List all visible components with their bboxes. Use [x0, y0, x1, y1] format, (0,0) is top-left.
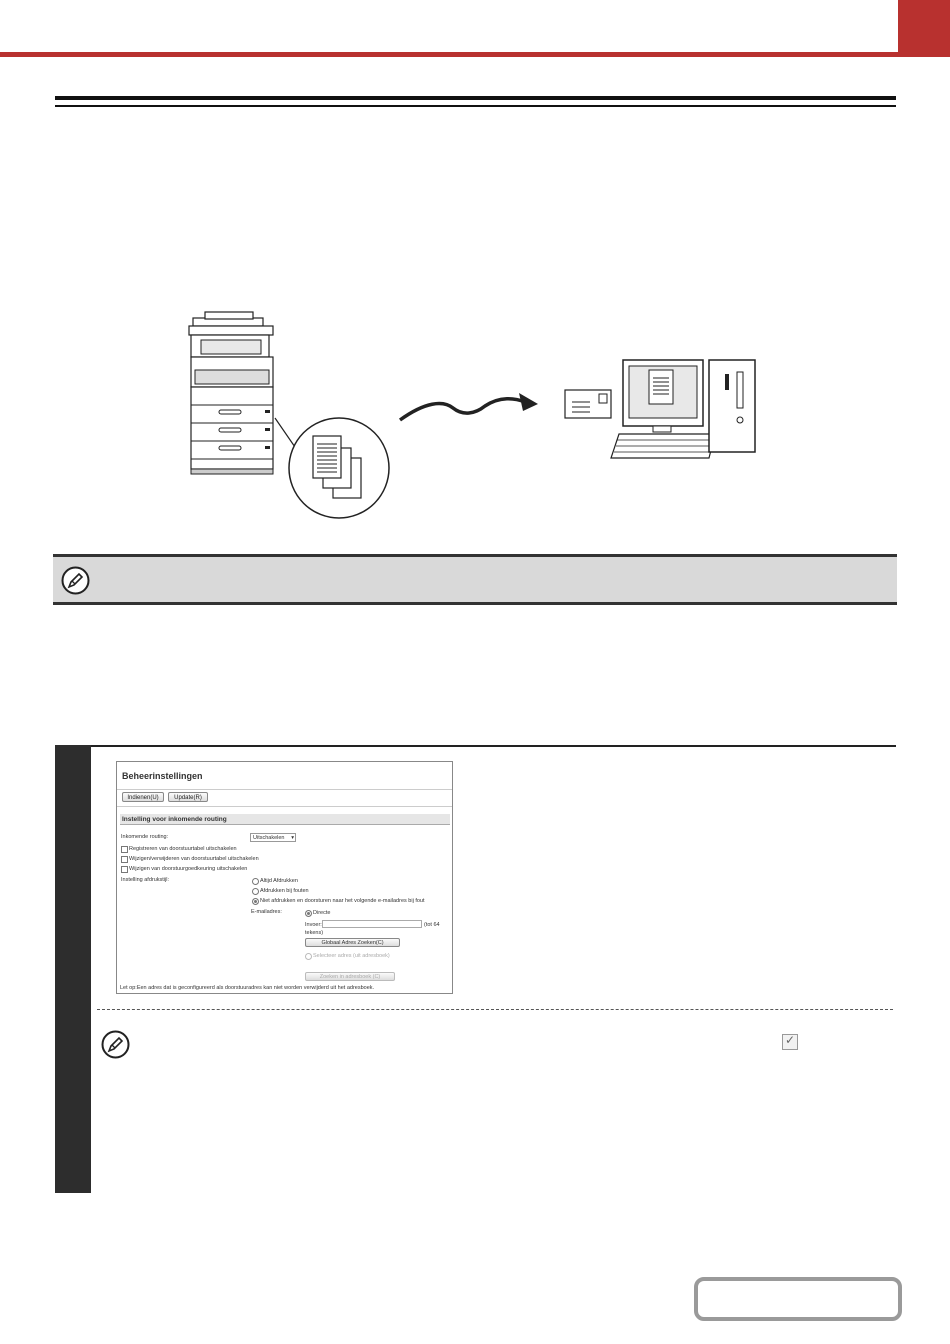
radio-button[interactable] [252, 888, 259, 895]
divider [117, 789, 453, 790]
print-style-label: Instelling afdrukstijl: [121, 877, 169, 883]
checkbox-label: Registreren van doorstuurtabel uitschakelen [129, 846, 237, 852]
step-number-column [55, 745, 91, 1193]
title-rule-thin [55, 105, 896, 107]
pencil-note-icon [101, 1030, 130, 1059]
radio-button-selected[interactable] [305, 910, 312, 917]
checkbox[interactable] [121, 866, 128, 873]
checkbox[interactable] [121, 846, 128, 853]
chevron-down-icon: ▾ [291, 835, 294, 841]
checkbox-checked-icon: ✓ [782, 1034, 798, 1050]
update-button[interactable]: Update(R) [168, 792, 208, 802]
email-label: E-mailadres: [251, 909, 282, 915]
title-rule [55, 96, 896, 100]
radio-button[interactable] [252, 878, 259, 885]
radio-label: Afdrukken bij fouten [260, 888, 309, 894]
note-bar [53, 554, 897, 605]
header-accent-line [0, 52, 900, 57]
contents-button[interactable] [694, 1277, 902, 1321]
pencil-note-icon [61, 566, 90, 595]
desktop-computer-icon [611, 360, 755, 458]
wavy-arrow-icon [400, 393, 538, 420]
global-address-search-button[interactable]: Globaal Adres Zoeken(C) [305, 938, 400, 947]
input-suffix-2: tekens) [305, 930, 324, 936]
incoming-routing-select[interactable] [250, 833, 296, 842]
checkbox-label: Wijzigen/verwijderen van doorstuurtabel uitschakelen [129, 856, 259, 862]
footer-note: Let op:Een adres dat is geconfigureerd als doorstuuradres kan niet worden verwijderd uit het adresboek. [120, 985, 375, 991]
radio-label: Altijd Afdrukken [260, 878, 298, 884]
email-input[interactable] [322, 920, 422, 928]
checkbox-label: Wijzigen van doorstuurgoedkeuring uitschakelen [129, 866, 248, 872]
screenshot-title: Beheerinstellingen [122, 771, 203, 781]
envelope-icon [565, 390, 611, 418]
dashed-divider [97, 1009, 893, 1010]
submit-button[interactable]: Indienen(U) [122, 792, 164, 802]
incoming-routing-label: Inkomende routing: [121, 834, 169, 840]
multifunction-printer-icon [189, 312, 273, 474]
incoming-routing-value: Uitschakelen [253, 835, 285, 841]
routing-illustration [185, 310, 765, 522]
radio-button-selected[interactable] [252, 898, 259, 905]
admin-settings-screenshot [116, 761, 453, 994]
chapter-tab [898, 0, 950, 57]
select-from-book-label: Selecteer adres (uit adresboek) [313, 953, 390, 959]
step-rule [55, 745, 896, 747]
address-book-search-button[interactable]: Zoeken in adresboek (C) [305, 972, 395, 981]
checkbox[interactable] [121, 856, 128, 863]
page-header [0, 0, 950, 56]
radio-button-disabled[interactable] [305, 953, 312, 960]
input-suffix: (tot 64 [424, 922, 440, 928]
divider [117, 806, 453, 807]
direct-option-label: Directe [313, 910, 331, 916]
section-title: Instelling voor inkomende routing [120, 814, 450, 825]
input-prefix: Invoer: [305, 922, 322, 928]
radio-label: Niet afdrukken en doorsturen naar het volgende e-mailadres bij fout [260, 898, 425, 904]
